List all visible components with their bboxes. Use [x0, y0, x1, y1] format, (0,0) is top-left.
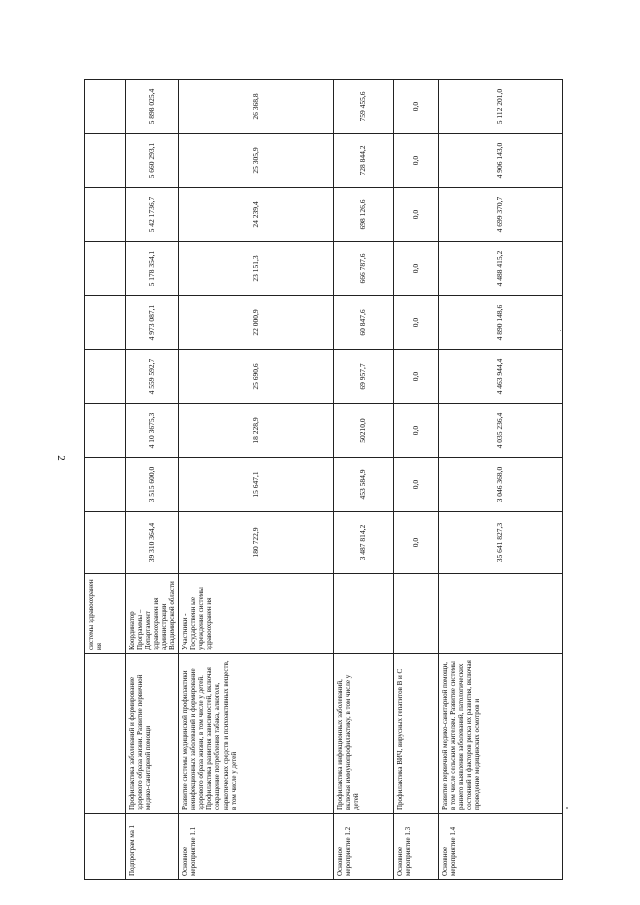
value-cell: 15 647,1 [179, 458, 334, 512]
page-number: 2 [54, 455, 67, 461]
value-cell: 0,0 [394, 296, 439, 350]
value-cell: 24 239,4 [179, 188, 334, 242]
scan-speck [560, 330, 561, 331]
row-code: Основное мероприятие 1.1 [179, 814, 334, 880]
row-executor: Координатор Программы – Департамент здравоохранен ия администрации Владимирской области [126, 574, 179, 654]
value-cell: 0,0 [394, 242, 439, 296]
value-cell: 666 787,6 [334, 242, 394, 296]
value-cell: 4 890 148,6 [439, 296, 563, 350]
row-name: Развитие системы медицинской профилактики неинфекционных заболеваний и формирование здорового образа жизни, в том числе у детей. Профилактика развития зависимостей, включая сокращение потребления табака, алкоголя, наркотических средств и психоактивных веществ, в том числе у детей [179, 654, 334, 814]
scan-speck [566, 807, 568, 809]
table-row [334, 80, 394, 880]
row-code: Основное мероприятие 1.4 [439, 814, 563, 880]
value-cell: 5 898 025,4 [126, 80, 179, 134]
executor-fragment: системы здравоохранен ия [85, 574, 126, 654]
row-code: Основное мероприятие 1.3 [394, 814, 439, 880]
row-name: Развитие первичной медико-санитарной помощи, в том числе сельским жителям. Развитие системы раннего выявления заболеваний, патологических состояний и факторов риска их развития, включая проведение медицинских осмотров и [439, 654, 563, 814]
row-code: Основное мероприятие 1.2 [334, 814, 394, 880]
value-cell: 4 973 087,1 [126, 296, 179, 350]
value-cell: 69 957,7 [334, 350, 394, 404]
value-cell: 4 699 370,7 [439, 188, 563, 242]
value-cell: 4 10 3675,3 [126, 404, 179, 458]
row-name: Профилактика заболеваний и формирование здорового образа жизни. Развитие первичной медико-санитарной помощи [126, 654, 179, 814]
value-total: 39 310 364,4 [126, 512, 179, 574]
value-cell: 25 690,6 [179, 350, 334, 404]
table-row [126, 80, 179, 880]
value-cell: 453 584,9 [334, 458, 394, 512]
table-row-top [85, 80, 126, 880]
row-name: Профилактика ВИЧ, вирусных гепатитов В и С [394, 654, 439, 814]
value-cell: 5 112 201,0 [439, 80, 563, 134]
value-cell: 3 515 600,0 [126, 458, 179, 512]
value-cell: 60 847,6 [334, 296, 394, 350]
value-cell: 50210,0 [334, 404, 394, 458]
value-cell: 5 178 354,1 [126, 242, 179, 296]
row-code: Подпрограм ма 1 [126, 814, 179, 880]
value-cell: 18 228,9 [179, 404, 334, 458]
row-name: Профилактика инфекционных заболеваний, включая иммунопрофилактику, в том числе у детей [334, 654, 394, 814]
value-total: 35 641 827,3 [439, 512, 563, 574]
value-total: 3 487 814,2 [334, 512, 394, 574]
value-cell: 0,0 [394, 80, 439, 134]
row-executor [439, 574, 563, 654]
value-cell: 25 305,9 [179, 134, 334, 188]
value-total: 180 722,9 [179, 512, 334, 574]
value-total: 0,0 [394, 512, 439, 574]
value-cell: 4 906 143,0 [439, 134, 563, 188]
table-row [179, 80, 334, 880]
value-cell: 22 000,9 [179, 296, 334, 350]
budget-table-rotated [84, 80, 524, 880]
value-cell: 5 660 293,1 [126, 134, 179, 188]
value-cell: 0,0 [394, 350, 439, 404]
value-cell: 4 488 415,2 [439, 242, 563, 296]
value-cell: 3 046 368,0 [439, 458, 563, 512]
value-cell: 0,0 [394, 458, 439, 512]
value-cell: 0,0 [394, 134, 439, 188]
value-cell: 698 126,6 [334, 188, 394, 242]
value-cell: 0,0 [394, 188, 439, 242]
value-cell: 728 844,2 [334, 134, 394, 188]
value-cell: 0,0 [394, 404, 439, 458]
value-cell: 26 368,8 [179, 80, 334, 134]
row-executor [394, 574, 439, 654]
value-cell: 4 035 236,4 [439, 404, 563, 458]
value-cell: 4 559 592,7 [126, 350, 179, 404]
value-cell: 4 463 944,4 [439, 350, 563, 404]
budget-table [84, 79, 563, 880]
value-cell: 5 42 1736,7 [126, 188, 179, 242]
table-row [439, 80, 563, 880]
table-row [394, 80, 439, 880]
row-executor [334, 574, 394, 654]
row-executor: Участники - Государственн ые учреждения системы здравоохранен ия [179, 574, 334, 654]
value-cell: 23 151,3 [179, 242, 334, 296]
value-cell: 759 455,6 [334, 80, 394, 134]
